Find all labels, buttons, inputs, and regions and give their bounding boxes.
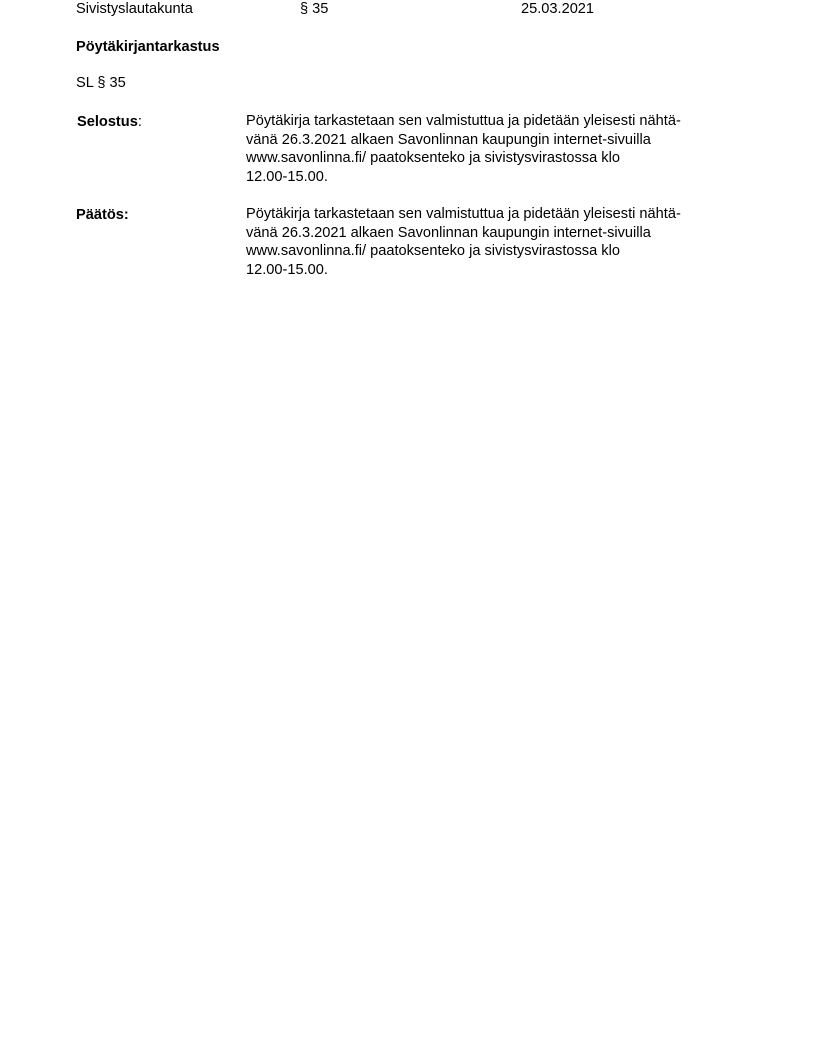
selostus-line: vänä 26.3.2021 alkaen Savonlinnan kaupungin internet-sivuilla [246,131,651,148]
selostus-line: 12.00-15.00. [246,168,328,185]
page-title: Pöytäkirjantarkastus [76,39,220,55]
paatos-line: Pöytäkirja tarkastetaan sen valmistuttua ja pidetään yleisesti nähtä- [246,206,681,222]
paatos-line: vänä 26.3.2021 alkaen Savonlinnan kaupungin internet-sivuilla [246,224,651,241]
meeting-date: 25.03.2021 [521,1,595,17]
paatos-line: www.savonlinna.fi/ paatoksenteko ja sivistysvirastossa klo [246,243,620,260]
committee-name: Sivistyslautakunta [76,1,193,17]
selostus-label [77,113,142,131]
paatos-text [246,205,736,279]
selostus-label-colon: : [137,114,142,130]
paatos-line: 12.00-15.00. [246,261,328,278]
selostus-text [246,112,736,186]
section-reference: SL § 35 [76,75,126,91]
section-number: § 35 [300,1,329,17]
selostus-line: www.savonlinna.fi/ paatoksenteko ja sivistysvirastossa klo [246,150,620,167]
selostus-label-text: Selostus [77,114,138,130]
paatos-label [76,206,129,224]
selostus-line: Pöytäkirja tarkastetaan sen valmistuttua ja pidetään yleisesti nähtä- [246,113,681,129]
paatos-label-text: Päätös: [76,207,129,223]
